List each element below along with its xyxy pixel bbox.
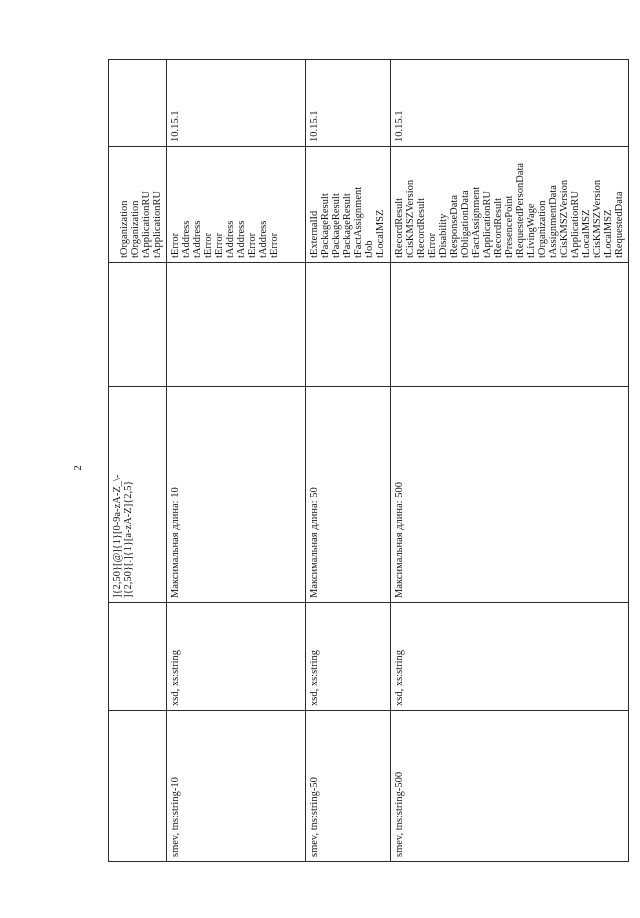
table-row: [306, 60, 391, 862]
type-item: tCisKMSZVersion: [405, 179, 416, 258]
type-item: tError: [269, 232, 280, 258]
type-item: tCisKMSZVersion: [592, 179, 603, 258]
type-item: tPackageResult: [342, 193, 353, 258]
table-row: [167, 60, 306, 862]
type-item: tError: [214, 232, 225, 258]
type-item: tOrganization: [119, 200, 130, 258]
table-row: [391, 60, 629, 862]
rotated-table-region: [108, 60, 625, 862]
type-item: tOrganization: [130, 200, 141, 258]
data-types-table: [108, 59, 629, 862]
type-item: tFactAssignment: [353, 186, 364, 258]
type-item: tRecordResult: [394, 197, 405, 258]
table-row-continued: [109, 60, 167, 862]
cell-empty: [306, 263, 391, 387]
cell-types: [391, 147, 629, 263]
type-item: tAddress: [192, 220, 203, 258]
type-item: tRecordResult: [416, 197, 427, 258]
type-item: tLivingWage: [526, 203, 537, 258]
type-item: tRecordResult: [493, 197, 504, 258]
cell-base: xsd, xs:string: [167, 603, 306, 711]
cell-types: [167, 147, 306, 263]
type-item: tError: [247, 232, 258, 258]
type-item: tRequestedData: [614, 191, 625, 258]
cell-version: [109, 60, 167, 147]
cell-version: 10.15.1: [391, 60, 629, 147]
cell-empty: [109, 263, 167, 387]
type-item: tObligationData: [460, 190, 471, 258]
type-item: tResponseData: [449, 195, 460, 258]
type-item: tLocalMSZ: [581, 209, 592, 258]
type-item: tError: [427, 232, 438, 258]
type-item: tPackageResult: [331, 193, 342, 258]
cell-restriction: Максимальная длина: 500: [391, 387, 629, 603]
type-item: tPresencePoint: [504, 195, 515, 258]
cell-empty: [391, 263, 629, 387]
cell-base: xsd, xs:string: [391, 603, 629, 711]
cell-restriction: Максимальная длина: 10: [167, 387, 306, 603]
type-item: tAddress: [258, 220, 269, 258]
cell-empty: [167, 263, 306, 387]
type-item: tDisability: [438, 213, 449, 258]
cell-name: smev, tns:string-50: [306, 711, 391, 862]
type-item: tAddress: [225, 220, 236, 258]
type-item: tCisKMSZVersion: [559, 179, 570, 258]
type-item: tJob: [364, 240, 375, 258]
type-item: tLocalMSZ: [375, 209, 386, 258]
type-item: tOrganization: [537, 200, 548, 258]
type-item: tApplicationRU: [141, 190, 152, 258]
type-item: tApplicationRU: [570, 190, 581, 258]
type-item: tRequestedPersonData: [515, 162, 526, 258]
type-item: tLocalMSZ: [603, 209, 614, 258]
cell-base: [109, 603, 167, 711]
cell-base: xsd, xs:string: [306, 603, 391, 711]
cell-name: [109, 711, 167, 862]
type-item: tApplicationRU: [152, 190, 163, 258]
cell-pattern: [109, 387, 167, 603]
type-item: tExternalId: [309, 210, 320, 258]
pattern-line: ]{2,50}[@]{1}[0-9a-zA-Z_\-: [112, 474, 123, 598]
type-item: tAddress: [181, 220, 192, 258]
type-item: tAddress: [236, 220, 247, 258]
type-item: tFactAssignment: [471, 186, 482, 258]
cell-name: smev, tns:string-10: [167, 711, 306, 862]
pattern-line: ]{2,50}[.]{1}[a-zA-Z]{2,5}: [123, 480, 134, 598]
type-item: tApplicationRU: [482, 190, 493, 258]
cell-restriction: Максимальная длина: 50: [306, 387, 391, 603]
cell-version: 10.15.1: [306, 60, 391, 147]
cell-types: [306, 147, 391, 263]
cell-version: 10.15.1: [167, 60, 306, 147]
type-item: tError: [170, 232, 181, 258]
cell-types: [109, 147, 167, 263]
type-item: tPackageResult: [320, 193, 331, 258]
page-number: 2: [72, 465, 84, 471]
type-item: tAssignmentData: [548, 185, 559, 258]
type-item: tError: [203, 232, 214, 258]
cell-name: smev, tns:string-500: [391, 711, 629, 862]
